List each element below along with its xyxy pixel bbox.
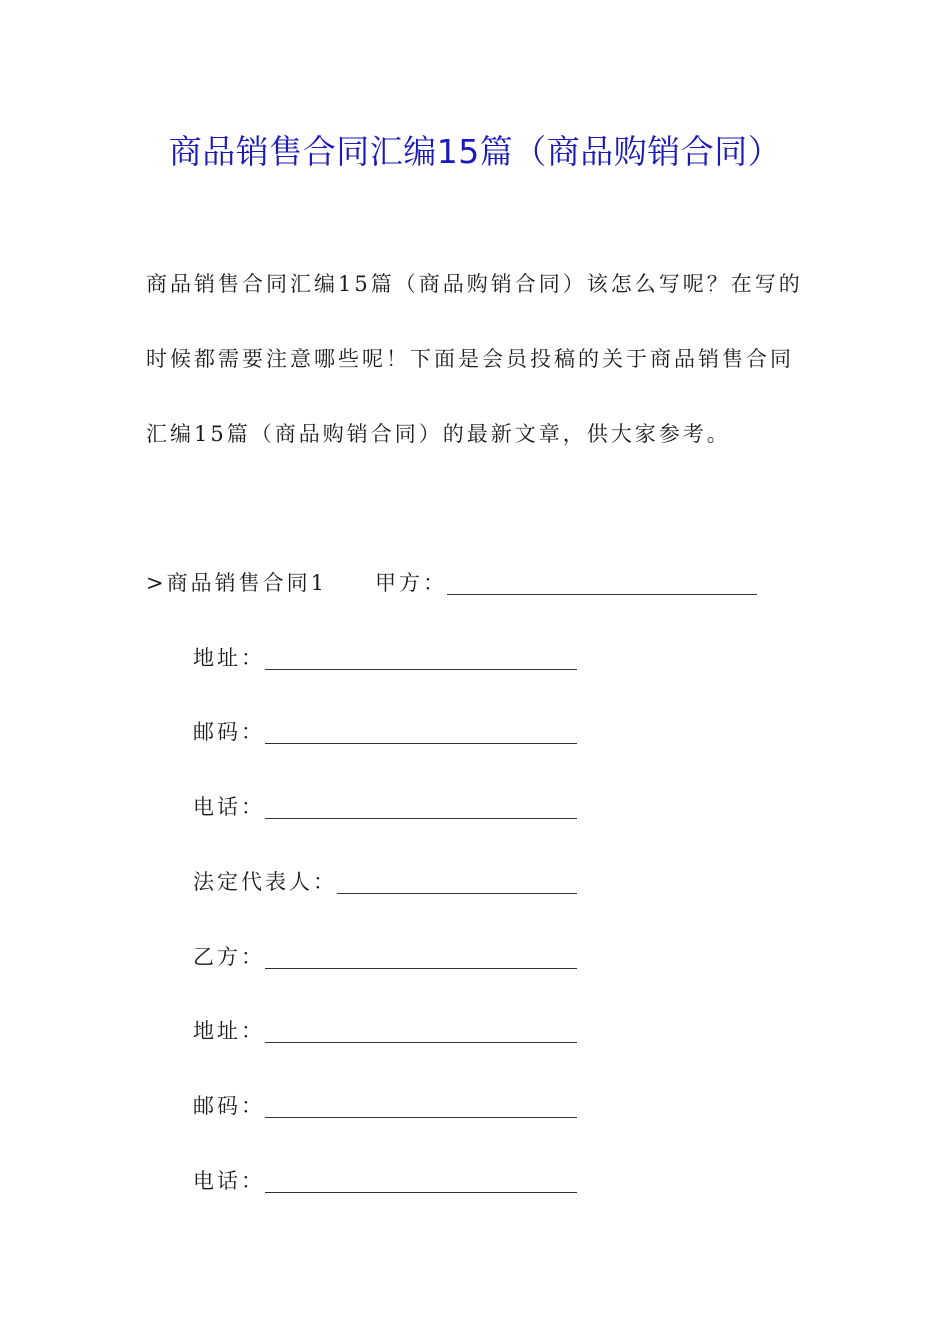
party-a-postcode-row	[193, 716, 577, 748]
field-label: 电话：	[193, 1169, 265, 1193]
party-b-address-blank	[265, 1022, 577, 1043]
field-label: 地址：	[193, 646, 265, 670]
party-a-label: 甲方：	[374, 571, 447, 595]
party-a-blank	[447, 574, 757, 595]
field-label: 地址：	[193, 1019, 265, 1043]
party-b-blank	[265, 948, 577, 969]
intro-paragraph-line-1: 商品销售合同汇编15篇（商品购销合同）该怎么写呢？在写的	[146, 272, 803, 296]
party-a-row	[146, 567, 757, 599]
field-label: 邮码：	[193, 1094, 265, 1118]
document-title: 商品销售合同汇编15篇（商品购销合同）	[168, 132, 782, 171]
party-b-phone-blank	[265, 1172, 577, 1193]
party-b-row	[193, 941, 577, 973]
field-label: 法定代表人：	[193, 870, 337, 894]
field-label: 邮码：	[193, 720, 265, 744]
legal-representative-row	[193, 866, 577, 898]
party-a-phone-blank	[265, 798, 577, 819]
intro-paragraph-line-2: 时候都需要注意哪些呢！下面是会员投稿的关于商品销售合同	[146, 347, 794, 371]
section-heading: >商品销售合同1	[146, 571, 327, 595]
field-label: 电话：	[193, 795, 265, 819]
party-b-postcode-blank	[265, 1097, 577, 1118]
field-label: 乙方：	[193, 945, 265, 969]
party-b-postcode-row	[193, 1090, 577, 1122]
intro-paragraph-line-3: 汇编15篇（商品购销合同）的最新文章，供大家参考。	[146, 422, 731, 446]
legal-representative-blank	[337, 873, 577, 894]
party-b-address-row	[193, 1015, 577, 1047]
party-a-phone-row	[193, 791, 577, 823]
party-a-postcode-blank	[265, 723, 577, 744]
party-a-address-row	[193, 642, 577, 674]
party-b-phone-row	[193, 1165, 577, 1197]
party-a-address-blank	[265, 649, 577, 670]
